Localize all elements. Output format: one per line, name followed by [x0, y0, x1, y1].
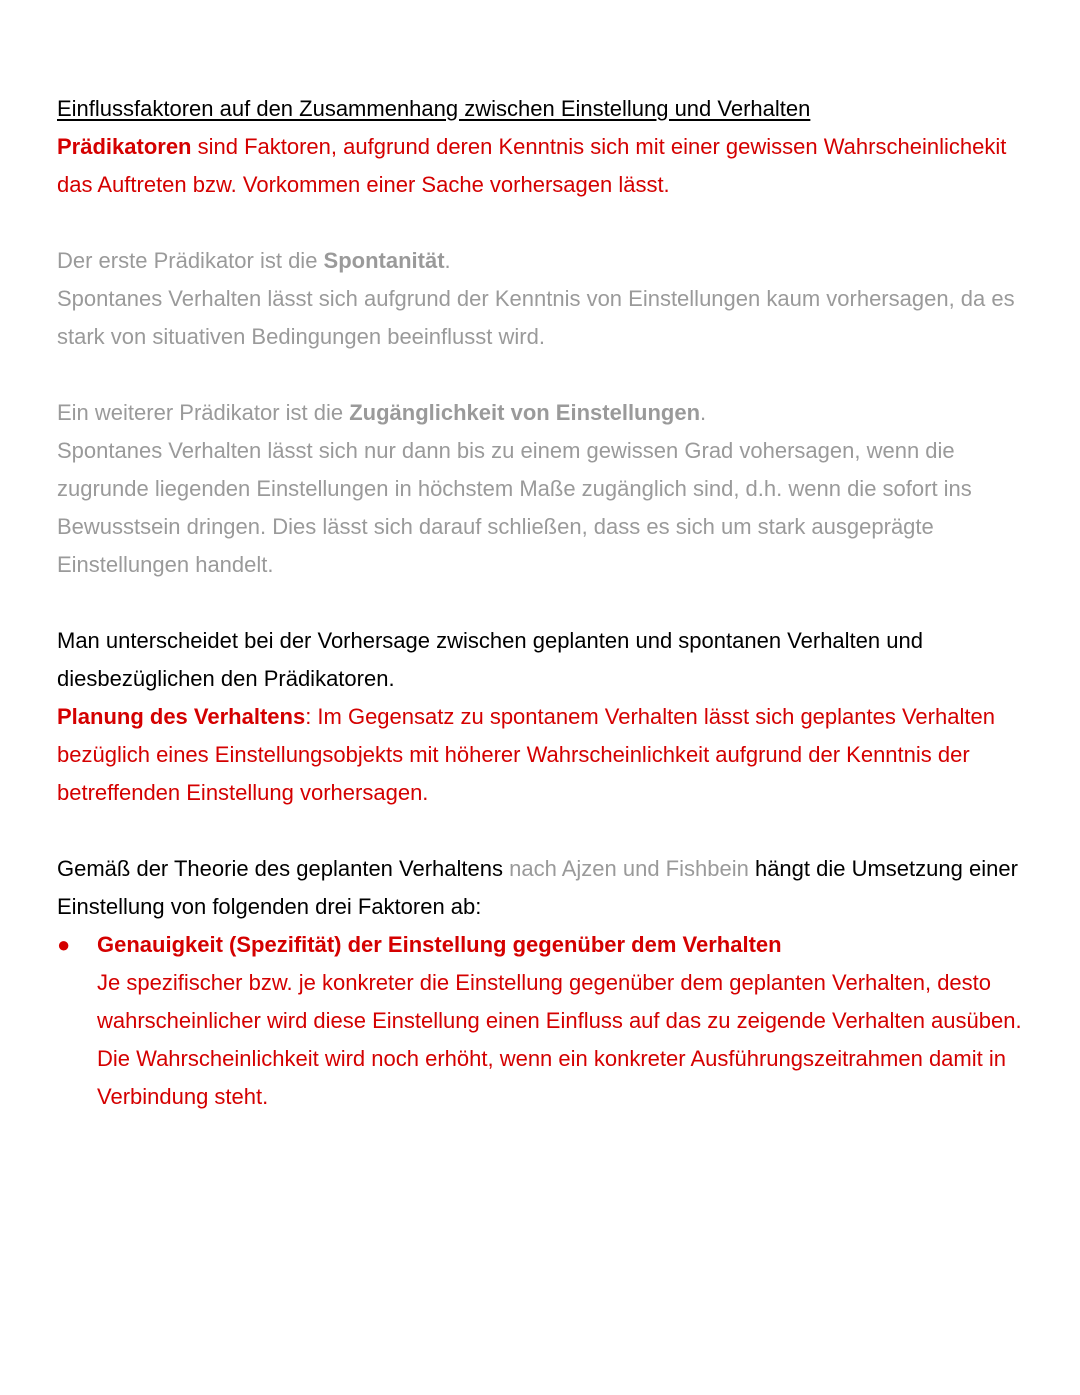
theorie-paragraph: [57, 850, 1032, 926]
zugaenglichkeit-heading: [57, 394, 1032, 432]
planung-text: : Im Gegensatz zu spontanem Verhalten lässt sich geplantes Verhalten bezüglich eines Einstellungsobjekts mit höherer Wahrscheinlichkeit aufgrund der Kenntnis der betreffenden Einstellung vorhersagen.: [57, 704, 995, 805]
page-title: Einflussfaktoren auf den Zusammenhang zwischen Einstellung und Verhalten: [57, 96, 811, 121]
spacer: [57, 356, 1032, 394]
bullet-dot-icon: ●: [57, 932, 71, 957]
spontanitaet-heading: [57, 242, 1032, 280]
bullet-heading-text: Genauigkeit (Spezifität) der Einstellung gegenüber dem Verhalten: [97, 932, 782, 957]
theorie-part1: Gemäß der Theorie des geplanten Verhaltens: [57, 856, 510, 881]
praedikatoren-definition: [57, 128, 1032, 204]
bullet-heading: [97, 926, 1032, 964]
spontanitaet-term: Spontanität: [323, 248, 445, 273]
zugaenglichkeit-intro: Ein weiterer Prädikator ist die: [57, 400, 350, 425]
spontanitaet-intro: Der erste Prädikator ist die: [57, 248, 324, 273]
spontanitaet-end: .: [444, 248, 451, 273]
zugaenglichkeit-term: Zugänglichkeit von Einstellungen: [349, 400, 701, 425]
unterscheidung-text: Man unterscheidet bei der Vorhersage zwischen geplanten und spontanen Verhalten und diesbezüglichen den Prädikatoren.: [57, 628, 923, 691]
spacer: [57, 584, 1032, 622]
praedikatoren-term: Prädikatoren: [57, 134, 192, 159]
praedikatoren-text: sind Faktoren, aufgrund deren Kenntnis sich mit einer gewissen Wahrscheinlichekit das Auftreten bzw. Vorkommen einer Sache vorhersagen lässt.: [57, 134, 1007, 197]
bullet-text: Je spezifischer bzw. je konkreter die Einstellung gegenüber dem geplanten Verhalten, desto wahrscheinlicher wird diese Einstellung einen Einfluss auf das zu zeigende Verhalten ausüben. Die Wahrscheinlichkeit wird noch erhöht, wenn ein konkreter Ausführungszeitrahmen damit in Verbindung steht.: [97, 970, 1022, 1109]
planung-paragraph: [57, 698, 1032, 812]
theorie-authors: nach Ajzen und Fishbein: [509, 856, 749, 881]
zugaenglichkeit-end: .: [700, 400, 707, 425]
spacer: [57, 204, 1032, 242]
zugaenglichkeit-text: Spontanes Verhalten lässt sich nur dann bis zu einem gewissen Grad vohersagen, wenn die zugrunde liegenden Einstellungen in höchstem Maße zugänglich sind, d.h. wenn die sofort ins Bewusstsein dringen. Dies lässt sich darauf schließen, dass es sich um stark ausgeprägte Einstellungen handelt.: [57, 438, 972, 577]
bullet-item-genauigkeit: [57, 926, 1032, 1116]
spacer: [57, 812, 1032, 850]
document-page: [57, 90, 1032, 1116]
spontanitaet-text: Spontanes Verhalten lässt sich aufgrund der Kenntnis von Einstellungen kaum vorhersagen, da es stark von situativen Bedingungen beeinflusst wird.: [57, 286, 1015, 349]
planung-term: Planung des Verhaltens: [57, 704, 306, 729]
theorie-part2: hängt die Umsetzung einer Einstellung von folgenden drei Faktoren ab:: [57, 856, 1018, 919]
